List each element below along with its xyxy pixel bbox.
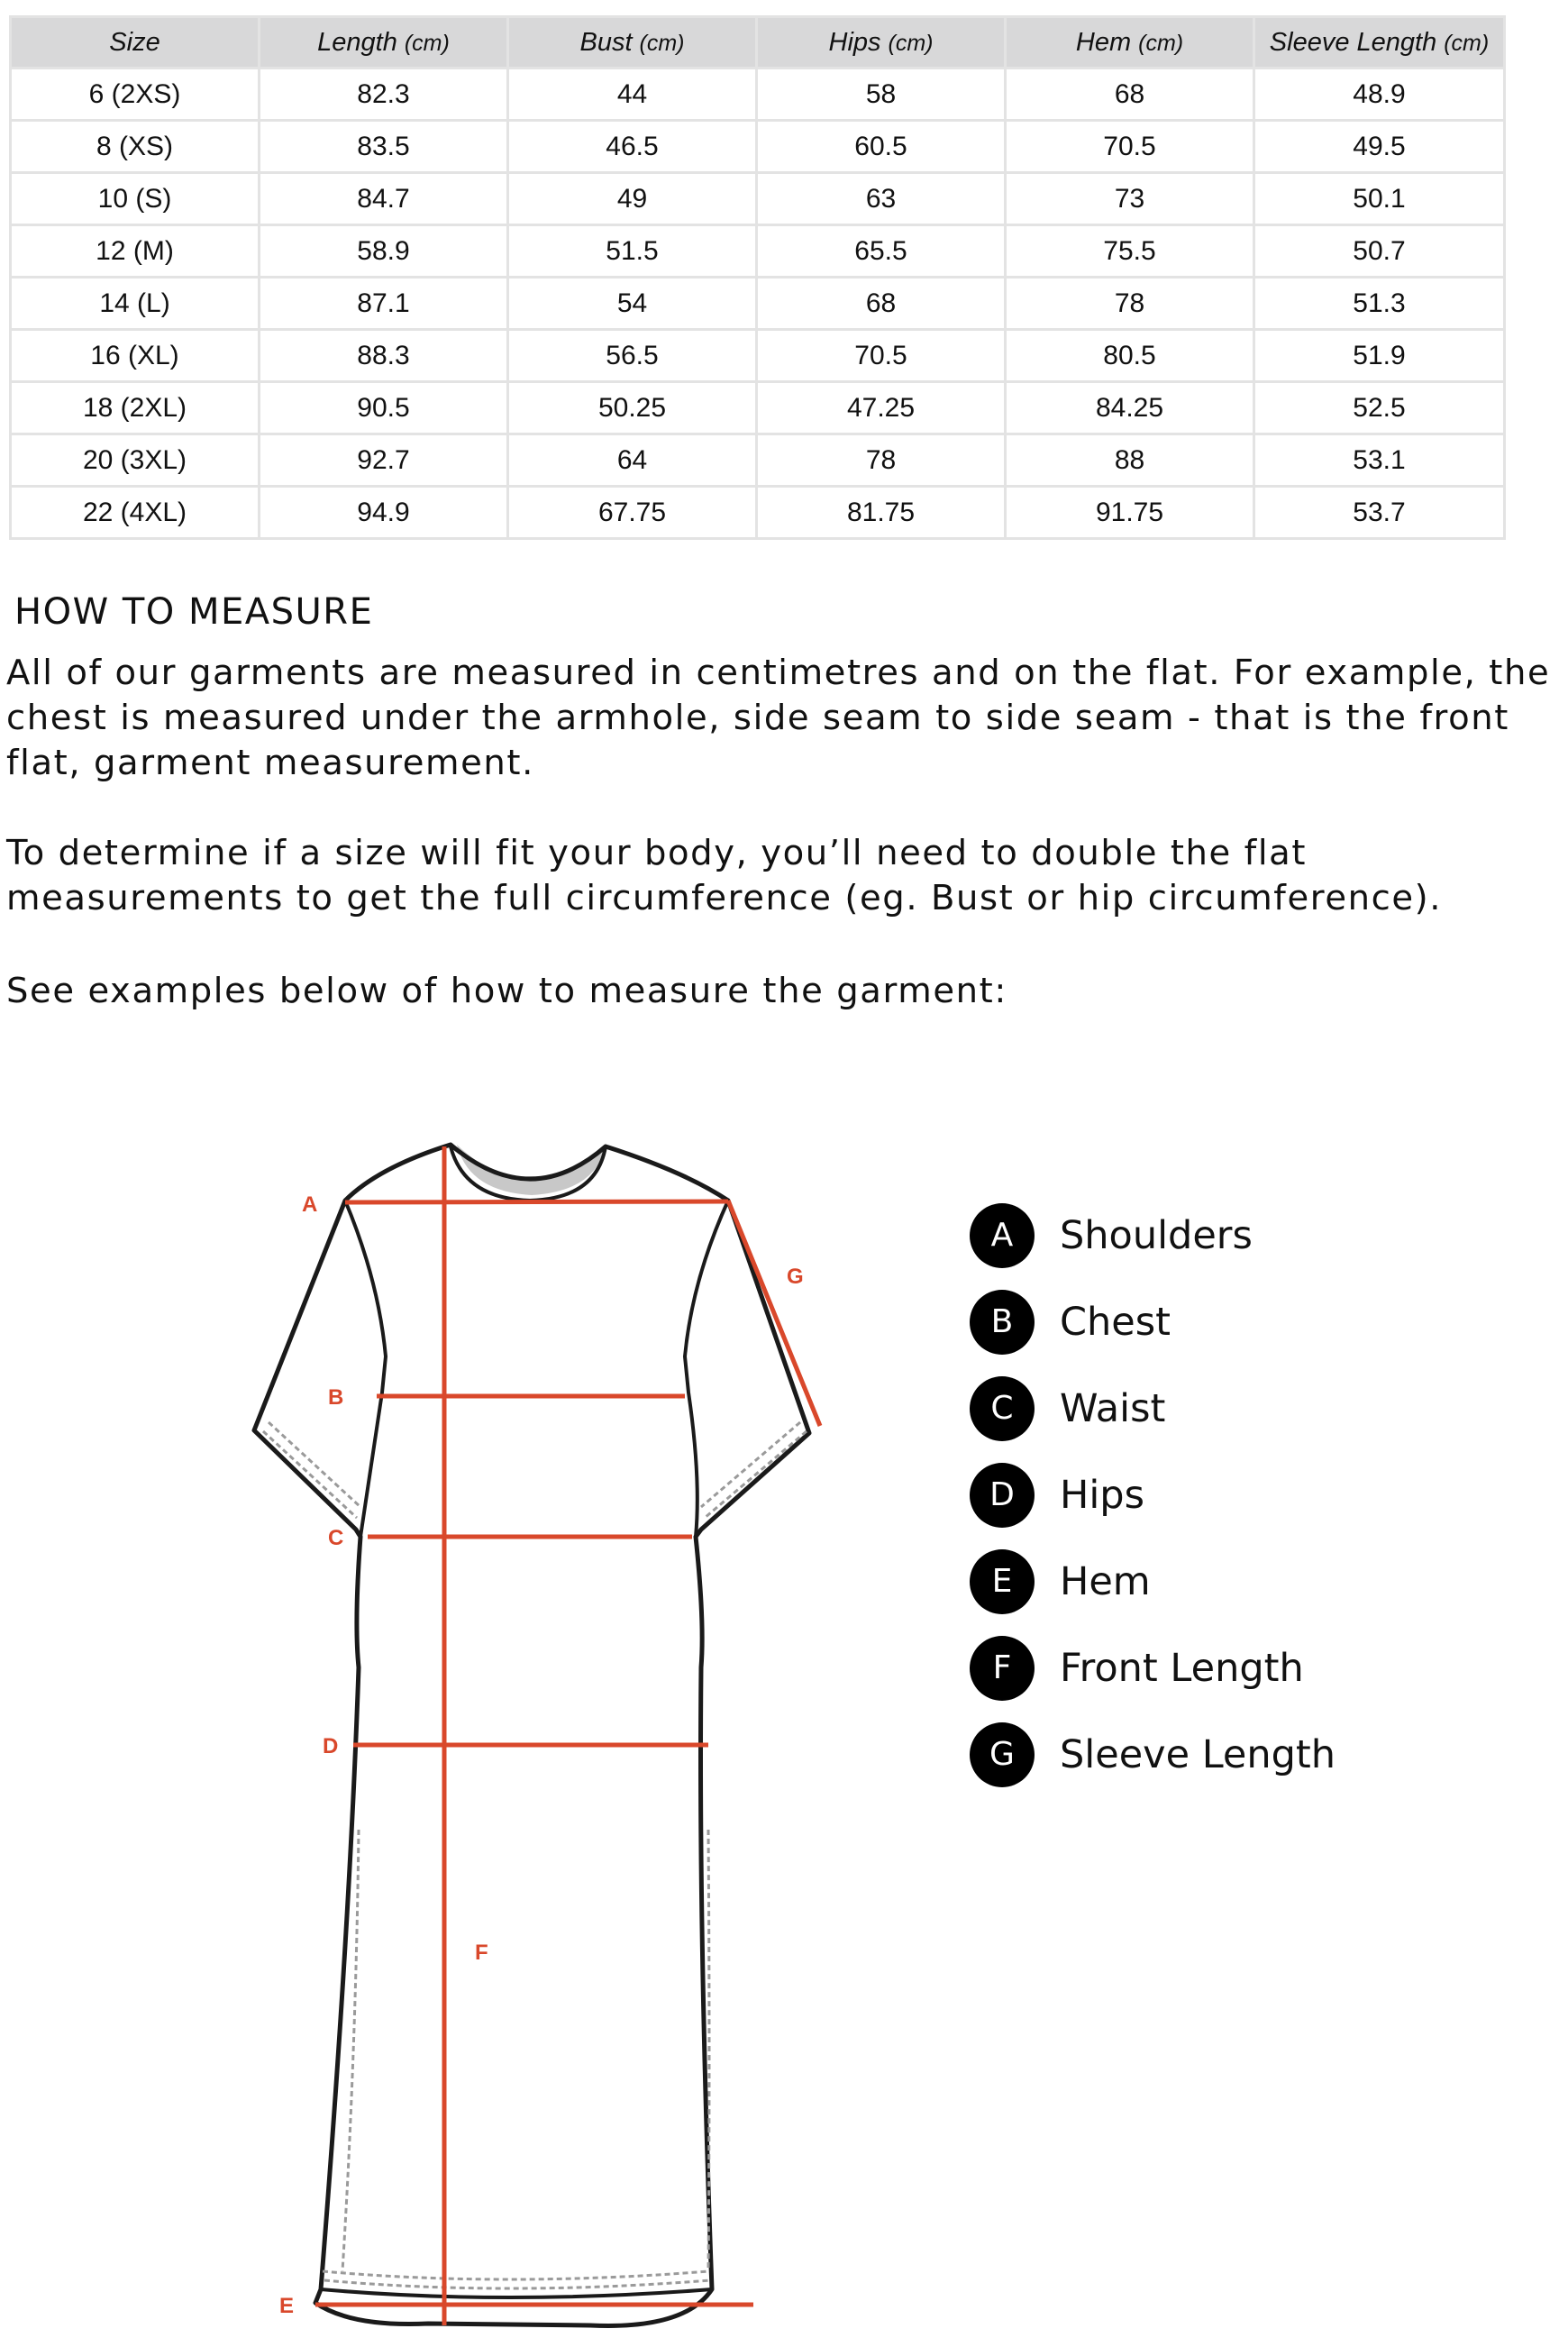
cell-hips: 68 — [757, 278, 1006, 330]
cell-sleeve-length: 50.7 — [1254, 225, 1505, 278]
cell-hem: 73 — [1006, 173, 1254, 225]
legend-badge: E — [970, 1549, 1035, 1614]
label-a: A — [302, 1192, 318, 1217]
legend-badge: C — [970, 1376, 1035, 1441]
table-body — [11, 68, 1505, 539]
legend-label: Hips — [1060, 1473, 1144, 1518]
cell-length: 94.9 — [260, 487, 508, 539]
cell-hem: 84.25 — [1006, 382, 1254, 434]
cell-size: 6 (2XS) — [11, 68, 260, 121]
table-row — [11, 487, 1505, 539]
cell-bust: 54 — [508, 278, 757, 330]
cell-hips: 63 — [757, 173, 1006, 225]
cell-length: 87.1 — [260, 278, 508, 330]
cell-length: 90.5 — [260, 382, 508, 434]
cell-length: 83.5 — [260, 121, 508, 173]
label-c: C — [328, 1526, 344, 1550]
cell-hips: 70.5 — [757, 330, 1006, 382]
sleeve-length-line — [728, 1201, 820, 1426]
measure-intro-paragraph: All of our garments are measured in centimetres and on the flat. For example, the chest is measured under the armhole, side seam to side seam - that is the front flat, garment measurement. — [6, 653, 1551, 783]
cell-bust: 50.25 — [508, 382, 757, 434]
shoulders-line — [345, 1201, 728, 1202]
cell-sleeve-length: 50.1 — [1254, 173, 1505, 225]
column-header-hem: Hem (cm) — [1006, 17, 1254, 68]
column-header-length: Length (cm) — [260, 17, 508, 68]
cell-hem: 91.75 — [1006, 487, 1254, 539]
legend-label: Hem — [1060, 1559, 1151, 1604]
legend-label: Front Length — [1060, 1646, 1304, 1691]
cell-hips: 78 — [757, 434, 1006, 487]
cell-sleeve-length: 52.5 — [1254, 382, 1505, 434]
cell-bust: 44 — [508, 68, 757, 121]
cell-length: 82.3 — [260, 68, 508, 121]
right-armhole-seam — [685, 1201, 728, 1537]
cell-size: 14 (L) — [11, 278, 260, 330]
cell-sleeve-length: 53.7 — [1254, 487, 1505, 539]
cell-size: 10 (S) — [11, 173, 260, 225]
table-row — [11, 278, 1505, 330]
examples-paragraph: See examples below of how to measure the garment: — [6, 971, 1007, 1011]
cell-sleeve-length: 53.1 — [1254, 434, 1505, 487]
column-header-sleeve-length: Sleeve Length (cm) — [1254, 17, 1505, 68]
how-to-measure-heading: HOW TO MEASURE — [14, 591, 374, 633]
cell-bust: 46.5 — [508, 121, 757, 173]
cell-hem: 75.5 — [1006, 225, 1254, 278]
cell-length: 92.7 — [260, 434, 508, 487]
cell-bust: 51.5 — [508, 225, 757, 278]
cell-bust: 49 — [508, 173, 757, 225]
column-header-bust: Bust (cm) — [508, 17, 757, 68]
label-g: G — [787, 1265, 804, 1289]
table-row — [11, 173, 1505, 225]
cell-sleeve-length: 48.9 — [1254, 68, 1505, 121]
column-header-hips: Hips (cm) — [757, 17, 1006, 68]
cell-hips: 60.5 — [757, 121, 1006, 173]
cell-bust: 56.5 — [508, 330, 757, 382]
cell-size: 20 (3XL) — [11, 434, 260, 487]
cell-size: 16 (XL) — [11, 330, 260, 382]
cell-hem: 80.5 — [1006, 330, 1254, 382]
cell-sleeve-length: 51.3 — [1254, 278, 1505, 330]
cell-length: 58.9 — [260, 225, 508, 278]
cell-size: 12 (M) — [11, 225, 260, 278]
legend-badge: B — [970, 1290, 1035, 1355]
cell-hips: 58 — [757, 68, 1006, 121]
table-row — [11, 330, 1505, 382]
size-chart-table — [9, 15, 1506, 540]
table-row — [11, 382, 1505, 434]
measurement-lines — [315, 1146, 820, 2325]
table-row — [11, 434, 1505, 487]
table-row — [11, 68, 1505, 121]
cell-bust: 64 — [508, 434, 757, 487]
table-header-row — [11, 17, 1505, 68]
label-f: F — [475, 1941, 488, 1965]
cell-hem: 78 — [1006, 278, 1254, 330]
legend-badge: D — [970, 1463, 1035, 1528]
cell-sleeve-length: 51.9 — [1254, 330, 1505, 382]
column-header-size: Size — [11, 17, 260, 68]
cell-length: 84.7 — [260, 173, 508, 225]
cell-hem: 88 — [1006, 434, 1254, 487]
stitch-lines — [263, 1422, 807, 2288]
table-row — [11, 225, 1505, 278]
cell-sleeve-length: 49.5 — [1254, 121, 1505, 173]
cell-size: 8 (XS) — [11, 121, 260, 173]
legend-badge: A — [970, 1203, 1035, 1268]
cell-hips: 65.5 — [757, 225, 1006, 278]
legend-badge: F — [970, 1636, 1035, 1701]
label-b: B — [328, 1385, 344, 1410]
table-row — [11, 121, 1505, 173]
cell-size: 18 (2XL) — [11, 382, 260, 434]
hem-edge — [321, 2289, 712, 2297]
legend-label: Waist — [1060, 1386, 1166, 1431]
legend-label: Chest — [1060, 1300, 1171, 1345]
legend-label: Shoulders — [1060, 1213, 1253, 1258]
cell-hem: 70.5 — [1006, 121, 1254, 173]
legend-badge: G — [970, 1722, 1035, 1787]
cell-hem: 68 — [1006, 68, 1254, 121]
label-d: D — [323, 1734, 339, 1758]
legend-label: Sleeve Length — [1060, 1732, 1336, 1777]
left-armhole-seam — [345, 1201, 386, 1537]
cell-size: 22 (4XL) — [11, 487, 260, 539]
circumference-paragraph: To determine if a size will fit your body, you’ll need to double the flat measurements to get the full circumference (eg. Bust or hip circumference). — [6, 833, 1443, 918]
label-e: E — [279, 2294, 295, 2318]
cell-bust: 67.75 — [508, 487, 757, 539]
cell-length: 88.3 — [260, 330, 508, 382]
cell-hips: 81.75 — [757, 487, 1006, 539]
cell-hips: 47.25 — [757, 382, 1006, 434]
garment-measurement-diagram — [0, 1109, 901, 2347]
